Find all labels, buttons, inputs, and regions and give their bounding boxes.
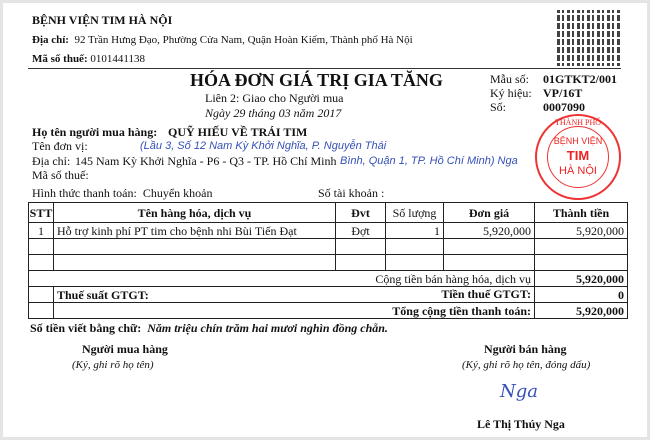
seller-tax [32,52,145,66]
value: 0101441138 [90,53,145,65]
value: Chuyển khoản [142,186,213,200]
label: Mã số thuế: [32,53,88,65]
cell: 5,920,000 [535,223,628,239]
buyer-sign-title: Người mua hàng [82,342,168,356]
table-row-empty [29,239,628,255]
cell: Đợt [336,223,386,239]
stamp-line1: BỆNH VIỆN [553,136,603,146]
cell: 1 [29,223,54,239]
col-price: Đơn giá [444,203,535,223]
buyer-name: QUỸ HIẾU VỀ TRÁI TIM [168,125,308,139]
qr-code [557,10,621,66]
col-qty: Số lượng [386,203,444,223]
buyer-unit-label: Tên đơn vị: [32,139,88,153]
label: Hình thức thanh toán: [32,186,137,200]
vat-row [29,287,628,303]
col-name: Tên hàng hóa, dịch vụ [54,203,336,223]
payment-label [32,186,212,200]
table-header [29,203,628,223]
label: Số tiền viết bằng chữ: [30,321,142,335]
invoice-date: Ngày 29 tháng 03 năm 2017 [205,106,342,120]
seal-stamp [535,114,621,200]
subtotal-label: Cộng tiền bán hàng hóa, dịch vụ [29,271,535,287]
symbol-value: VP/16T [543,86,583,100]
buyer-name-label: Họ tên người mua hàng: [32,125,158,139]
number-value: 0007090 [543,100,585,114]
label: Địa chỉ: [32,34,69,46]
col-stt: STT [29,203,54,223]
stamp-line3: HÀ NỘI [559,165,597,177]
vat-value: 0 [535,287,628,303]
total-label: Tổng cộng tiền thanh toán: [54,303,535,319]
invoice-title: HÓA ĐƠN GIÁ TRỊ GIA TĂNG [190,70,443,90]
buyer-address-label: Địa chỉ: [32,154,71,168]
handwritten-note-1: (Lầu 3, Số 12 Nam Kỳ Khởi Nghĩa, P. Nguyễn Thái [140,140,387,152]
vat-label: Tiền thuế GTGT: [441,287,531,301]
subtotal-row [29,271,628,287]
cell: Hỗ trợ kinh phí PT tim cho bệnh nhi Bùi Tiến Đạt [54,223,336,239]
table-row-empty [29,255,628,271]
buyer-sign-note: (Ký, ghi rõ họ tên) [72,359,154,371]
col-amount: Thành tiền [535,203,628,223]
cell: 5,920,000 [444,223,535,239]
vat-rate-label: Thuế suất GTGT: [57,287,149,302]
seller-sign-name: Lê Thị Thúy Nga [477,417,565,431]
vat-cell [54,287,535,303]
cell: 1 [386,223,444,239]
seller-signature: Nga [500,381,539,402]
number-label: Số: [490,100,507,114]
divider [28,68,621,69]
items-table [28,202,628,319]
table-row [29,223,628,239]
handwritten-note-2: Bình, Quận 1, TP. Hồ Chí Minh) Nga [340,155,518,167]
value: Năm triệu chín trăm hai mươi nghìn đồng chẵn. [147,321,388,335]
col-unit: Đvt [336,203,386,223]
stamp-line2: TIM [566,148,590,163]
buyer-address: 145 Nam Kỳ Khởi Nghĩa - P6 - Q3 - TP. Hồ Chí Minh [75,154,337,168]
symbol-label: Ký hiệu: [490,86,532,100]
amount-in-words [30,321,388,335]
account-label: Số tài khoản : [318,186,385,200]
value: 92 Trần Hưng Đạo, Phường Cửa Nam, Quận Hoàn Kiếm, Thành phố Hà Nội [74,34,413,46]
total-row [29,303,628,319]
total-value: 5,920,000 [535,303,628,319]
seller-sign-title: Người bán hàng [484,342,567,356]
seller-address [32,33,413,47]
stamp-top: THÀNH PHỐ [555,118,601,127]
seller-sign-note: (Ký, ghi rõ họ tên, đóng dấu) [462,359,591,371]
buyer-tax-label: Mã số thuế: [32,168,89,182]
invoice-copy: Liên 2: Giao cho Người mua [205,91,344,105]
subtotal-value: 5,920,000 [535,271,628,287]
form-value: 01GTKT2/001 [543,72,618,86]
form-label: Mẫu số: [490,72,529,86]
seller-name: BỆNH VIỆN TIM HÀ NỘI [32,13,173,27]
